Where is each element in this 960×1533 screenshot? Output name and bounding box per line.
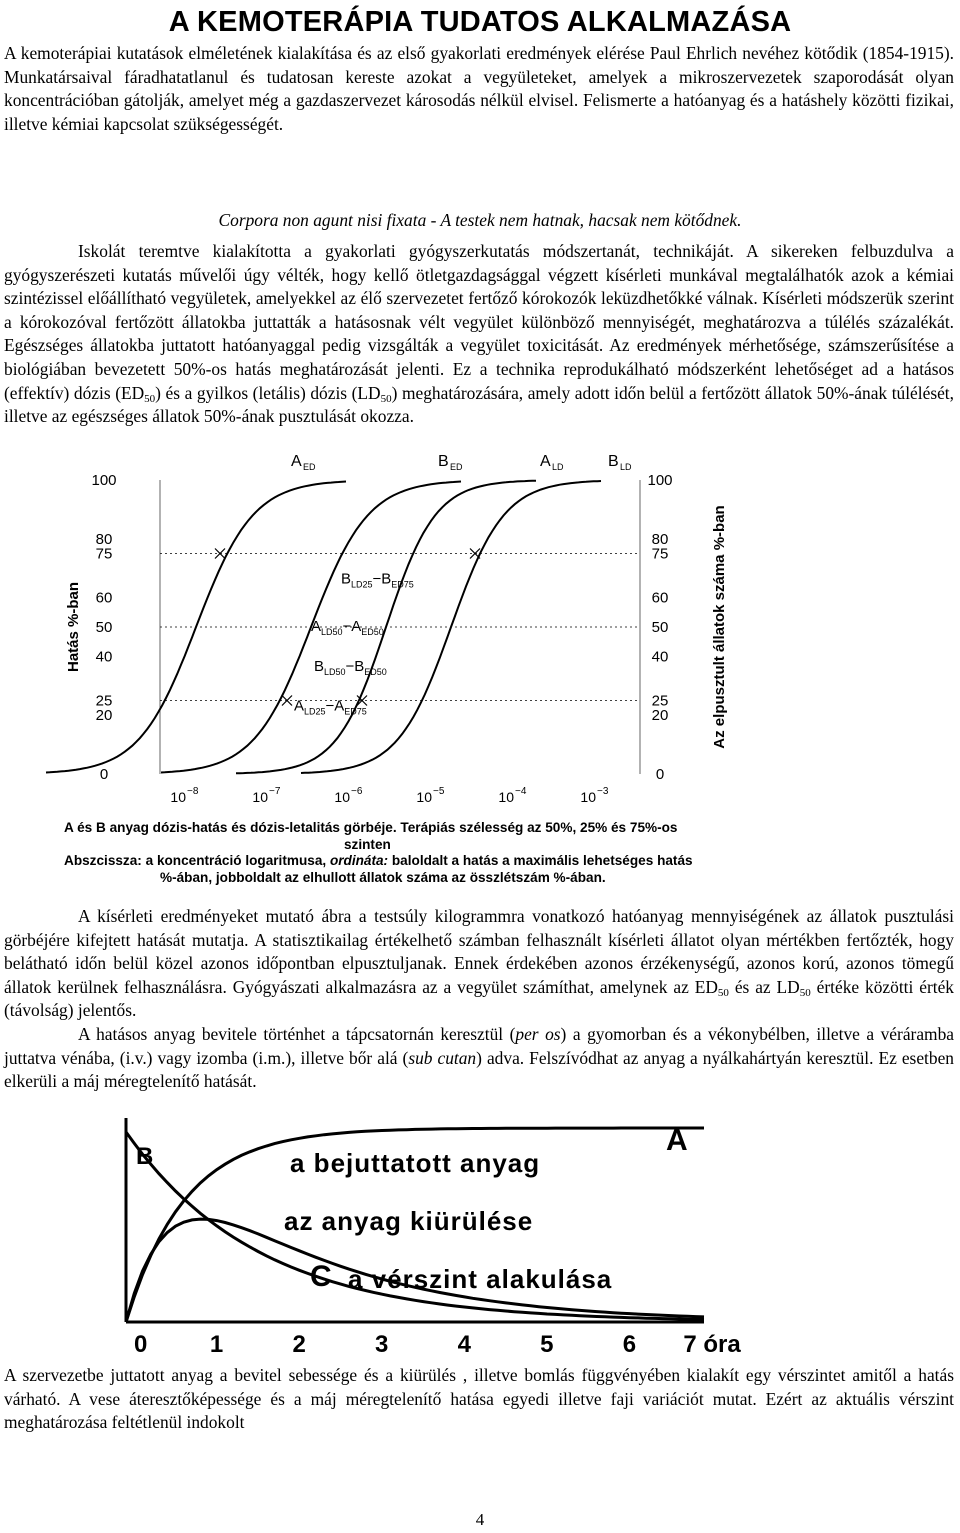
- dose-response-chart: [56, 452, 746, 828]
- left-tick-label: 40: [95, 648, 113, 666]
- chart1-axes: [65, 472, 728, 805]
- curve-label-sub: LD: [620, 462, 632, 472]
- x-tick-label: 3: [375, 1331, 389, 1358]
- width-annotation: $B_{LD50}-B_{ED50}$: [314, 658, 387, 677]
- right-tick-label: 25: [651, 692, 669, 710]
- width-annotation: $A_{LD25}-A_{ED75}$: [294, 697, 367, 717]
- right-axis-title: Az elpusztult állatok száma %-ban: [711, 505, 728, 749]
- x-tick-base: 10: [252, 789, 268, 805]
- x-tick-label: 7 óra: [683, 1331, 741, 1358]
- x-tick-exponent: −8: [187, 786, 199, 797]
- curve-label-sub: LD: [552, 462, 564, 472]
- right-tick-label: 80: [651, 530, 669, 548]
- x-tick-base: 10: [498, 789, 514, 805]
- page-number: 4: [475, 1510, 485, 1529]
- paragraph-intro: A kemoterápiai kutatások elméletének kialakítása és az első gyakorlati eredmények elérése Paul Ehrlich nevéhez kötődik (1854-1915). Munkatársaival fáradhatatlanul és tudatosan kereste azokat a vegyületeket, amelyek a mikroszervezetek szaporodását olyan koncentrációban gátolják, amelyet még a gazdaszervezet károsodás nélkül elvisel. Felismerte a hatóanyag és a hatáshely közötti fizikai, illetve kémiai kapcsolat szükségességét.: [4, 43, 954, 134]
- x-tick-base: 10: [580, 789, 596, 805]
- curve-label-sub: ED: [450, 462, 463, 472]
- x-tick-exponent: −5: [433, 786, 445, 797]
- left-tick-label: 100: [91, 472, 117, 489]
- x-tick-base: 10: [416, 789, 432, 805]
- blood-level-chart: [104, 1112, 741, 1360]
- left-tick-label: 80: [95, 530, 113, 548]
- x-tick-label: 6: [622, 1331, 637, 1358]
- text-kiurules: az anyag kiürülése: [284, 1206, 534, 1236]
- caption-line-1: A és B anyag dózis-hatás és dózis-letalitás görbéje. Terápiás szélesség az 50%, 25% és 75%-os: [64, 820, 678, 835]
- figure-caption: [64, 820, 764, 886]
- right-tick-label: 60: [651, 589, 669, 607]
- paragraph-method: Iskolát teremtve kialakította a gyakorlati gyógyszerkutatás módszertanát, technikáját. A sikereken felbuzdulva a gyógyszerészeti kutatás művelői úgy vélték, hogy kellő ötletgazdagsággal végzett kísérleti munkával megtalálhatók azok a kémiai szintézissel előállítható vegyületek, amelyekkel az élő szervezetet fertőző kórokozók leküzdhetőkké válnak. Kísérleti módszerük szerint a kórokozóval fertőzött állatokba juttatták a hatásosnak vélt vegyület különböző mennyiségét, meghatározva a túlélés százalékát. Egészséges állatokba juttatott hatóanyaggal pedig vizsgálták a vegyület toxicitását. Az eredmények mérhetősége, számszerűsítése a biológiában bevezetett 50%-os hatás meghatározását jelenti. Ez a technika reprodukálható módszerként lehetőséget ad a hatásos (effektív) dózis $(ED_{50})$ és a gyilkos (letális) dózis $(LD_{50})$ meghatározására, amely adott időn belül a fertőzött állatok 50%-ának túlélését, illetve az egészséges állatok 50%-ának pusztulását okozza.: [4, 241, 954, 427]
- paragraph-administration: A hatásos anyag bevitele történhet a tápcsatornán keresztül (per os) a gyomorban és a vékonybélben, illetve a véráramba juttatva vénába, (i.v.) vagy izomba (i.m.), illetve bőr alá (sub cutan) adva. Felszívódhat az anyag a nyálkahártyán keresztül. Ez esetben elkerüli a máj méregtelenítő hatását.: [4, 1024, 954, 1092]
- curve-label-sub: ED: [303, 462, 316, 472]
- x-tick-base: 10: [170, 789, 186, 805]
- right-tick-label: 100: [647, 472, 673, 489]
- curve-label-main: B: [608, 453, 619, 470]
- x-tick-label: 2: [292, 1331, 306, 1358]
- left-tick-label: 60: [95, 589, 113, 607]
- left-tick-label: 20: [95, 707, 113, 725]
- caption-line-3: Abszcissza: a koncentráció logaritmusa, ordináta: baloldalt a hatás a maximális lehetséges hatás: [64, 853, 693, 869]
- paragraph-blood-level: A szervezetbe juttatott anyag a bevitel sebessége és a kiürülés , illetve bomlás függvényében kialakít egy vérszintet amitől a hatás várható. A vese áteresztőképessége és a máj méregtelenítő hatása egyedi illetve faji variációt mutat. Ezért az aktuális vérszint meghatározása feltétlenül indokolt: [4, 1365, 954, 1433]
- caption-line-2: szinten: [344, 836, 391, 852]
- left-tick-label: 0: [99, 766, 109, 783]
- right-tick-label: 0: [655, 766, 665, 783]
- curve-label-main: A: [540, 453, 551, 470]
- left-tick-label: 50: [95, 619, 113, 636]
- right-tick-label: 75: [651, 545, 669, 563]
- x-tick-exponent: −6: [351, 786, 363, 797]
- text-verszint: a vérszint alakulása: [348, 1264, 613, 1294]
- x-tick-label: 0: [134, 1331, 148, 1358]
- latin-quote: Corpora non agunt nisi fixata - A testek nem hatnak, hacsak nem kötődnek.: [218, 210, 742, 230]
- chart2-drawing: [126, 1118, 741, 1358]
- width-annotation: $A_{LD50}-A_{ED50}$: [311, 618, 384, 637]
- left-axis-title: Hatás %-ban: [65, 581, 82, 673]
- x-tick-label: 4: [457, 1331, 471, 1358]
- page-title: A KEMOTERÁPIA TUDATOS ALKALMAZÁSA: [168, 6, 792, 38]
- label-A: A: [666, 1124, 688, 1157]
- right-tick-label: 50: [651, 619, 669, 636]
- label-C: C: [310, 1260, 332, 1293]
- curve-label-main: A: [291, 453, 302, 470]
- x-tick-exponent: −7: [269, 786, 281, 797]
- label-B: B: [136, 1143, 154, 1170]
- x-tick-exponent: −4: [515, 786, 527, 797]
- left-tick-label: 25: [95, 692, 113, 710]
- caption-line-4: %-ában, jobboldalt az elhullott állatok száma az összlétszám %-ában.: [160, 869, 606, 885]
- x-tick-label: 5: [540, 1331, 554, 1358]
- right-tick-label: 20: [651, 707, 669, 725]
- text-bejuttatott: a bejuttatott anyag: [290, 1148, 541, 1178]
- x-tick-label: 1: [209, 1331, 224, 1358]
- left-tick-label: 75: [95, 545, 113, 563]
- right-tick-label: 40: [651, 648, 669, 666]
- x-tick-base: 10: [334, 789, 350, 805]
- curve-label-main: B: [438, 453, 449, 470]
- width-annotation: $B_{LD25}-B_{ED75}$: [341, 570, 414, 590]
- x-tick-exponent: −3: [597, 786, 609, 797]
- paragraph-results: A kísérleti eredményeket mutató ábra a testsúly kilogrammra vonatkozó hatóanyag mennyiségének az állatok pusztulási görbéjére kifejtett hatását mutatja. A statisztikailag értékelhető számban felhasznált kísérleti állatot olyan mértékben fertőzték, hogy belátható időn belül közel azonos időpontban elpusztuljanak. Ennek érdekében azonos érzékenységű, azonos korú, azonos tömegű állatok kerülnek felhasználásra. Gyógyászati alkalmazásra az a vegyület számíthat, amelynek az $ED_{50}$ és az $LD_{50}$ értéke közötti érték (távolság) jelentős.: [4, 906, 954, 1021]
